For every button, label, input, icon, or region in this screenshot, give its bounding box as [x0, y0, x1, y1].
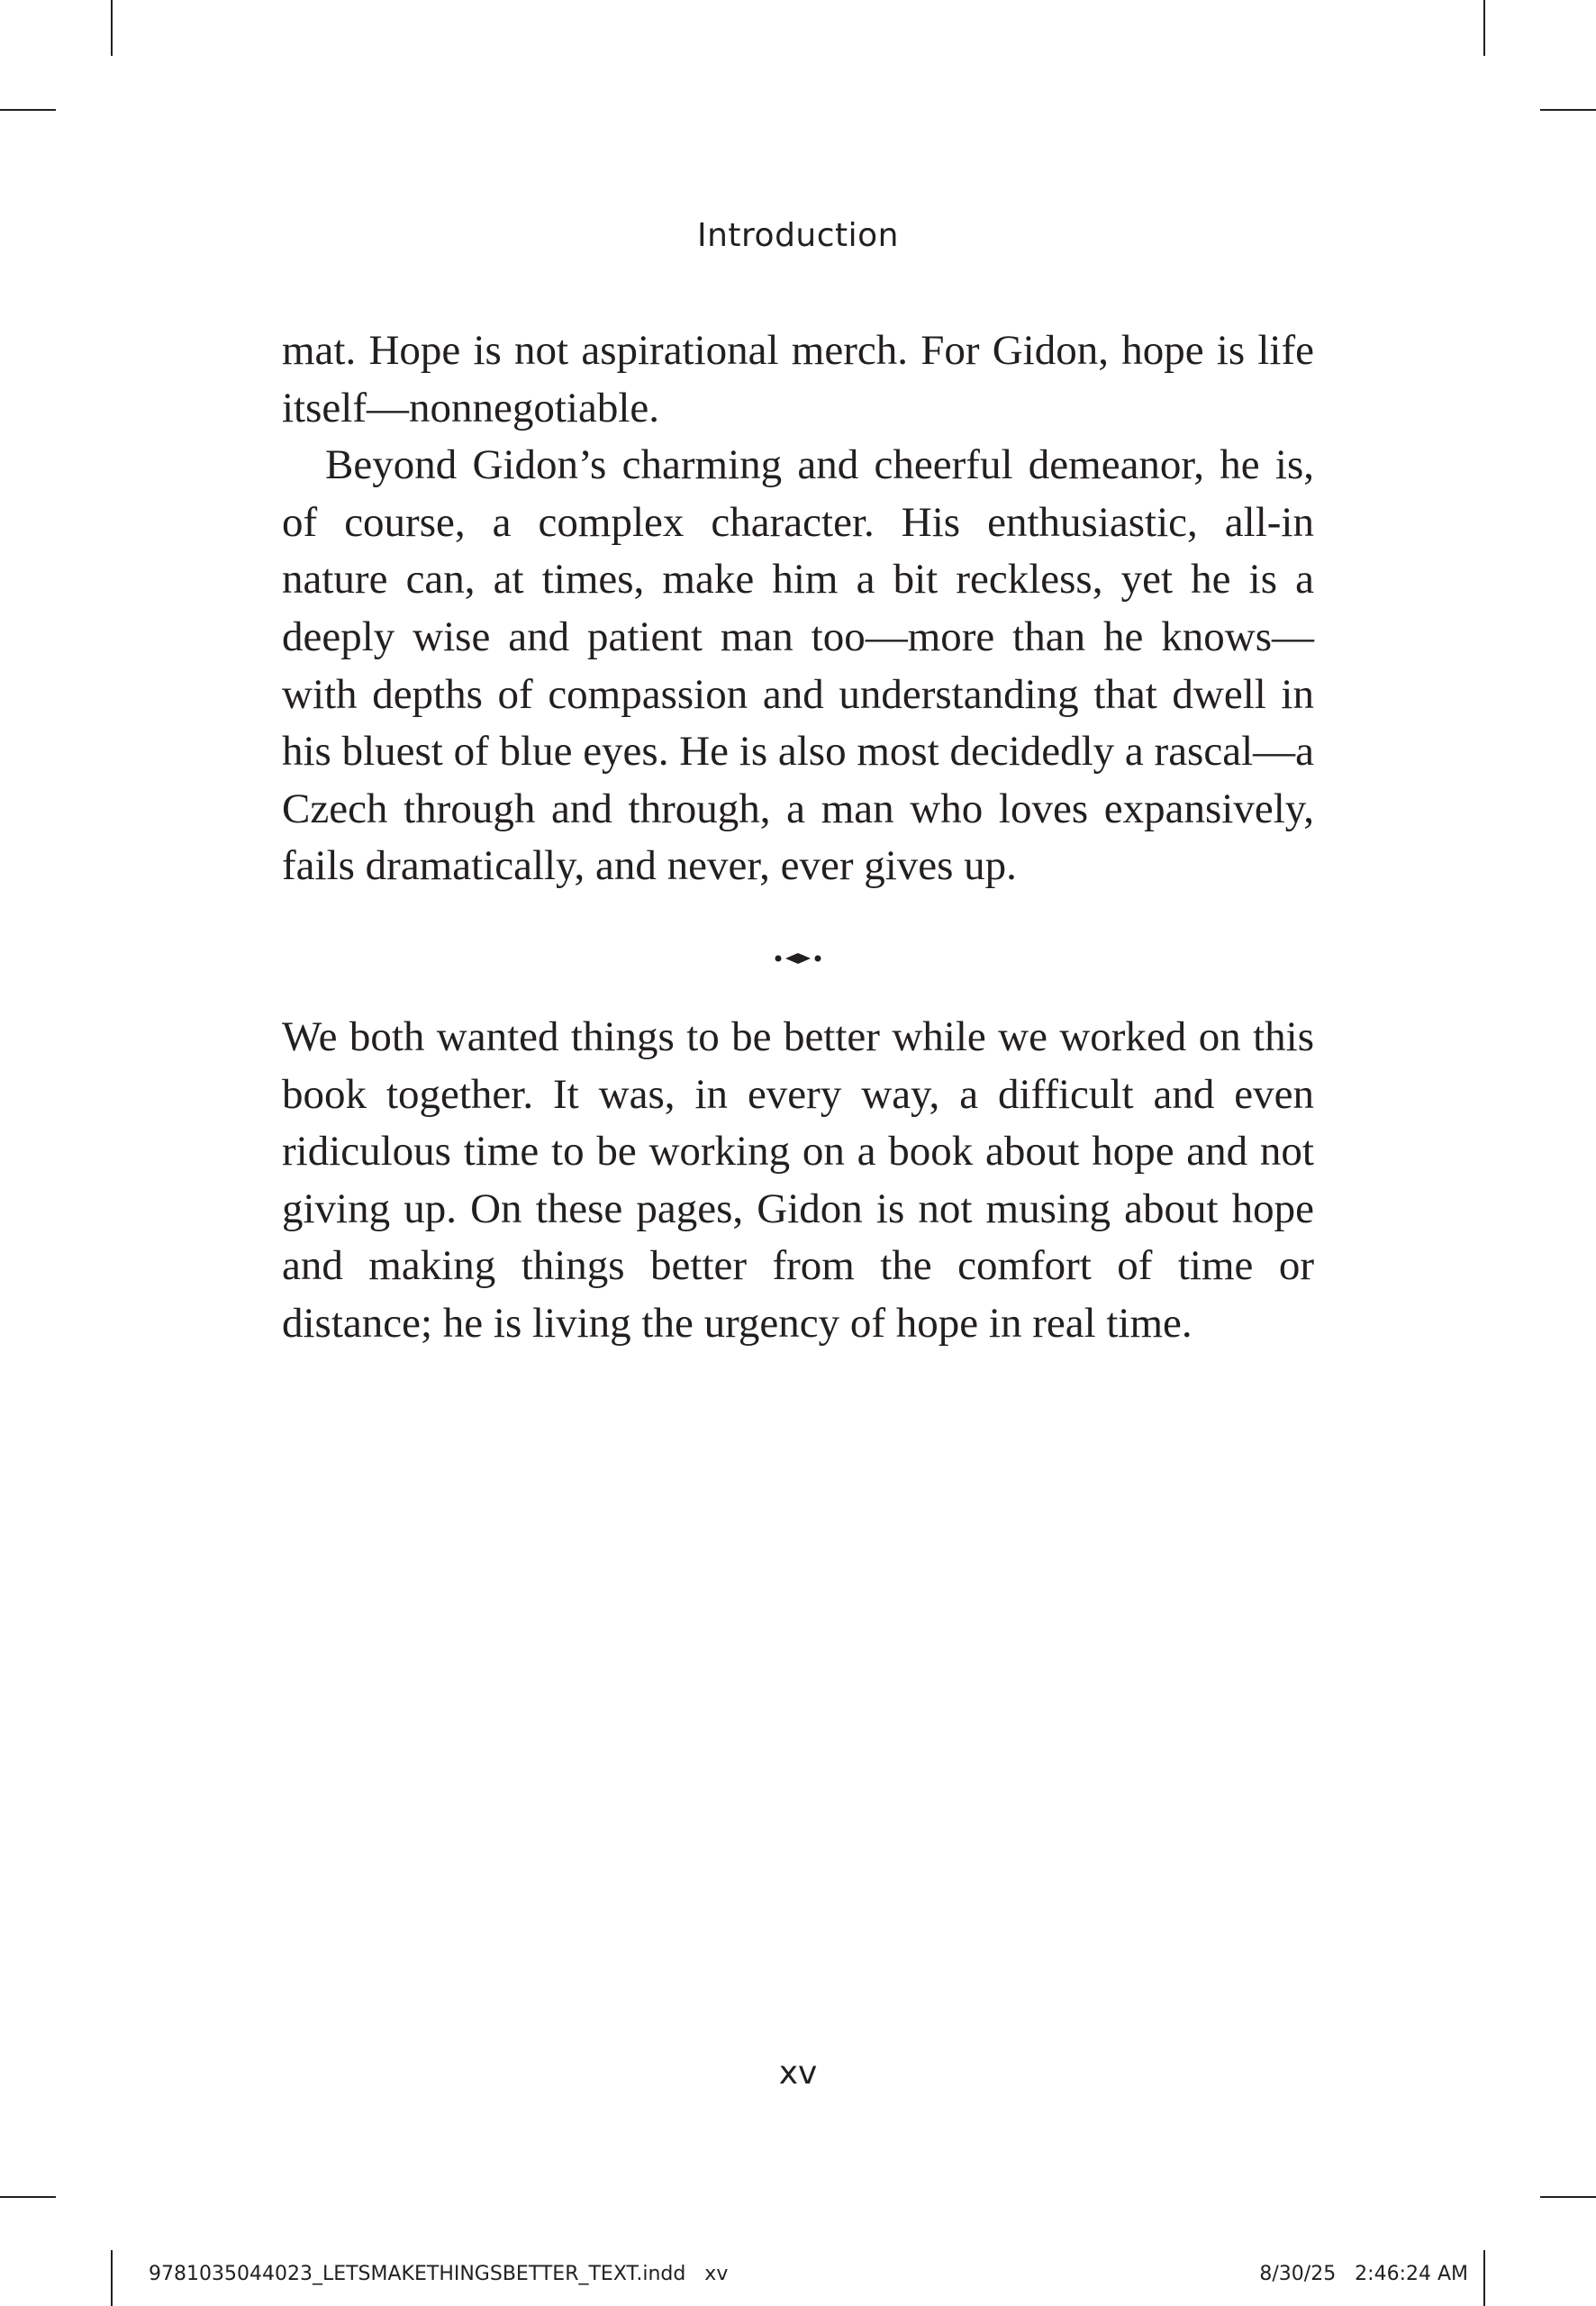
slug-timestamp: 8/30/25 2:46:24 AM: [1259, 2263, 1468, 2285]
crop-mark-top-right-horizontal: [1540, 109, 1596, 111]
body-paragraph: Beyond Gidon’s charming and cheerful demeanor, he is, of course, a complex character. His enthusiastic, all-in nature can, at times, make him a bit reckless, yet he is a deeply wise and patient man too—more than he knows—with depths of compassion and understanding that dwell in his bluest of blue eyes. He is also most decidedly a rascal—a Czech through and through, a man who loves expansively, fails dramatically, and never, ever gives up.: [282, 441, 1314, 890]
crop-mark-bottom-left: [111, 2250, 113, 2306]
diamond-dots-ornament-icon: [771, 948, 825, 969]
body-text-block-2: [282, 1009, 1314, 1353]
crop-mark-top-right: [1483, 0, 1485, 56]
crop-mark-bottom-right-horizontal: [1540, 2196, 1596, 2198]
crop-mark-top-left-horizontal: [0, 109, 56, 111]
body-text-block-1: [282, 322, 1314, 895]
crop-mark-bottom-left-horizontal: [0, 2196, 56, 2198]
slug-file-name: 9781035044023_LETSMAKETHINGSBETTER_TEXT.indd xv: [149, 2263, 729, 2285]
page-number: xv: [778, 2055, 818, 2092]
crop-mark-bottom-right: [1483, 2250, 1485, 2306]
body-paragraph: mat. Hope is not aspirational merch. For Gidon, hope is life itself—nonnegotiable.: [282, 327, 1314, 431]
crop-mark-top-left: [111, 0, 113, 56]
body-paragraph: We both wanted things to be better while we worked on this book together. It was, in every way, a difficult and even ridiculous time to be working on a book about hope and not giving up. On these pages, Gidon is not musing about hope and making things better from the comfort of time or distance; he is living the urgency of hope in real time.: [282, 1013, 1314, 1347]
running-head: Introduction: [696, 217, 899, 254]
